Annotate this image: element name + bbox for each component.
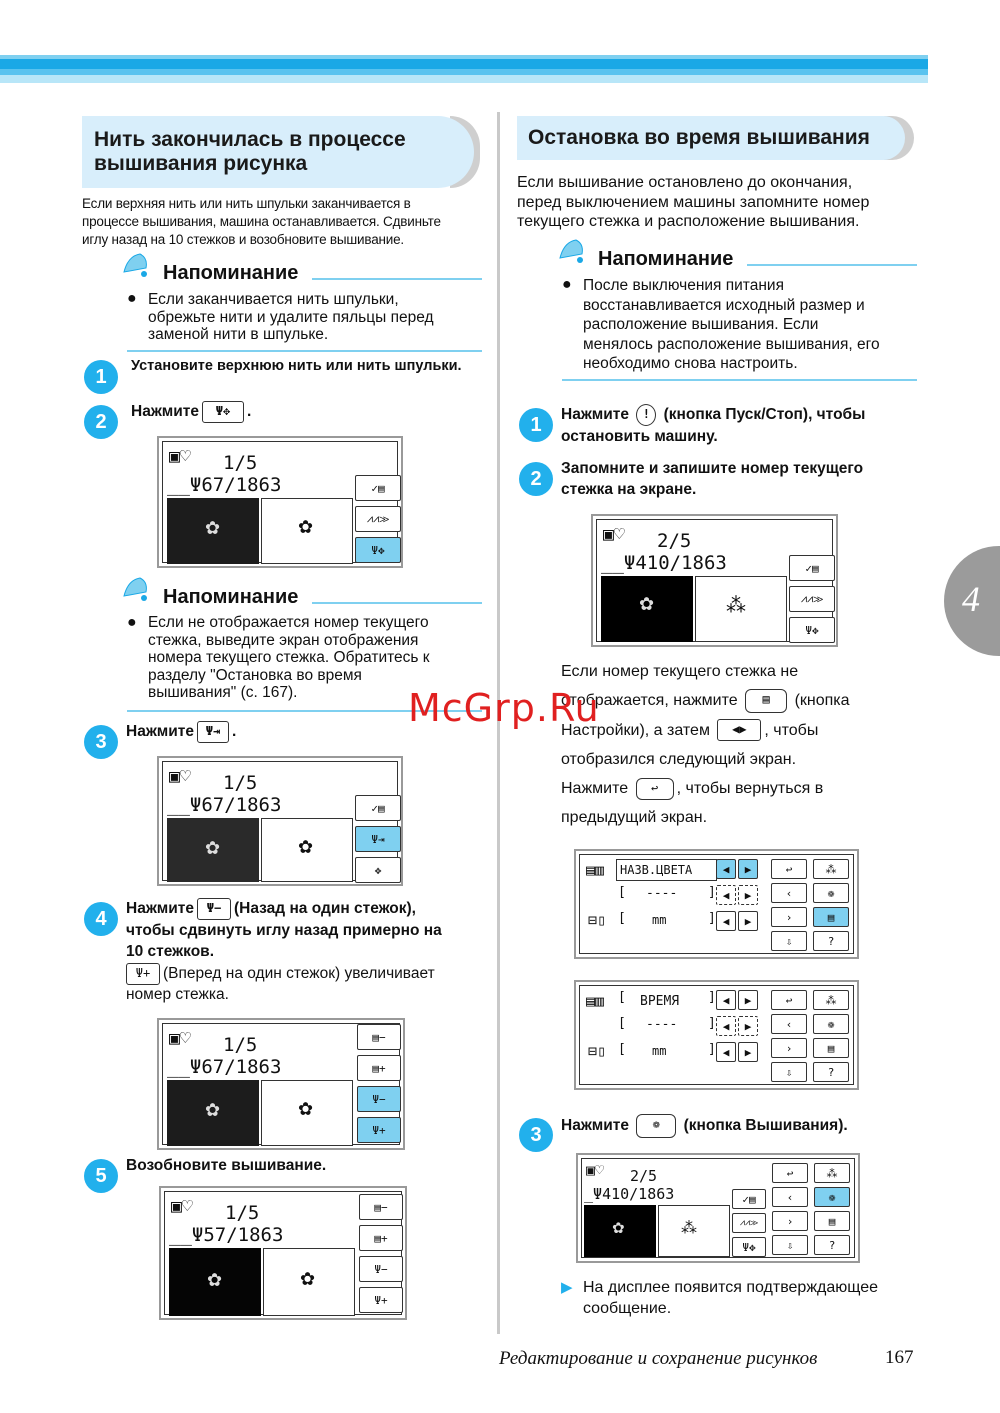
bell-icon	[556, 238, 586, 264]
help-button[interactable]: ?	[814, 1235, 850, 1255]
lcd-screen-6	[576, 1153, 860, 1263]
screen1-stitch: __Ψ67/1863	[167, 474, 282, 496]
flower-icon: ✿	[298, 517, 314, 537]
step-4-rest: (Назад на один стежок),	[234, 900, 416, 918]
panel1-unit: mm	[652, 913, 667, 927]
panel1-label: НАЗВ.ЦВЕТА	[616, 859, 717, 881]
help-button[interactable]: ?	[813, 1062, 849, 1082]
panel1-row2-next[interactable]: ▶	[738, 885, 758, 905]
result-text	[583, 1277, 923, 1319]
para-line5a: Нажмите	[561, 780, 629, 798]
preview-tile-current	[584, 1205, 656, 1257]
step-4-text	[126, 898, 486, 962]
screen2-count: 1/5	[223, 772, 258, 794]
needle-move-button[interactable]: Ψ✥	[732, 1237, 766, 1257]
right-step-3-label: Нажмите	[561, 1117, 630, 1135]
screen1-count: 1/5	[223, 452, 258, 474]
frame-icon: ▣♡	[169, 446, 191, 467]
right-step-1-line2: остановить машину.	[561, 428, 718, 445]
page-next-button[interactable]: ›	[771, 907, 807, 927]
step-4-line2: чтобы сдвинуть иглу назад примерно на	[126, 922, 442, 939]
note1-bullet: ●	[127, 290, 137, 307]
panel2-row2-prev[interactable]: ◀	[716, 1016, 736, 1036]
right-step-2-line2: стежка на экране.	[561, 481, 697, 498]
embroidery-edit-button[interactable]: ⁂	[813, 859, 849, 879]
sparkle-icon: ⁂	[726, 595, 746, 617]
note1-bottom-rule	[127, 350, 482, 352]
note1-line1: Если заканчивается нить шпульки,	[148, 291, 399, 308]
panel1-bracket-right2: ]	[708, 911, 716, 926]
flower-icon: ✿	[639, 594, 655, 614]
step-2-badge: 2	[84, 405, 118, 439]
embroidery-key-icon: ❁	[636, 1114, 676, 1138]
preview-tile-next	[261, 818, 353, 882]
color-back-button[interactable]: ▤−	[359, 1194, 403, 1220]
panel2-row2-next[interactable]: ▶	[738, 1016, 758, 1036]
stitch-back-icon: Ψ−	[197, 898, 231, 920]
help-button[interactable]: ?	[813, 931, 849, 951]
step-4-extra-line1: (Вперед на один стежок) увеличивает	[163, 965, 435, 983]
memory-button[interactable]: ⇩	[771, 931, 807, 951]
left-intro-line1: Если верхняя нить или нить шпульки заканчивается в	[82, 196, 411, 211]
para-line6: предыдущий экран.	[561, 809, 708, 827]
preview-tile-next	[261, 498, 353, 564]
left-title-line1: Нить закончилась в процессе	[94, 128, 406, 151]
preview-tile-next	[658, 1205, 730, 1257]
screen4-stitch-value: 57/1863	[203, 1224, 284, 1246]
lcd-screen-2	[157, 756, 403, 886]
step-4-badge: 4	[84, 902, 118, 936]
color-back-button[interactable]: ▤−	[357, 1024, 401, 1050]
preview-tile-next	[263, 1248, 355, 1316]
step-1-badge: 1	[84, 360, 118, 394]
page-prev-button[interactable]: ‹	[772, 1187, 808, 1207]
right-note-line1: После выключения питания	[583, 277, 784, 294]
screen5-count: 2/5	[657, 530, 692, 552]
settings-paragraph	[561, 657, 921, 833]
right-step-3-rest: (кнопка Вышивания).	[683, 1117, 848, 1135]
preview-tile-current	[167, 818, 259, 882]
right-intro-line1: Если вышивание остановлено до окончания,	[517, 174, 853, 191]
panel2-bracket-left3: [	[618, 1042, 626, 1057]
panel2-bracket-left: [	[618, 990, 626, 1005]
thread-display-icon: ▤▥	[586, 861, 605, 879]
right-step-1-text	[561, 404, 921, 447]
embroidery-button[interactable]: ❁	[814, 1187, 850, 1207]
hoop-icon: ⊟▯	[588, 911, 607, 929]
settings-button[interactable]: ▤	[813, 1038, 849, 1058]
needle-move-icon: Ψ✥	[202, 401, 244, 423]
panel2-bracket-right: ]	[708, 990, 716, 1005]
right-intro-line2: перед выключением машины запомните номер	[517, 193, 870, 211]
settings-button[interactable]: ▤	[813, 907, 849, 927]
page-next-button[interactable]: ›	[772, 1211, 808, 1231]
panel1-row3-next[interactable]: ▶	[738, 911, 758, 931]
note1-line3: заменой нити в шпульке.	[148, 326, 329, 343]
chapter-tab	[944, 546, 1000, 656]
screen4-stitch: __Ψ57/1863	[169, 1224, 284, 1246]
panel2-next-button[interactable]: ▶	[738, 990, 758, 1010]
flower-icon: ✿	[205, 1100, 221, 1120]
page-next-button[interactable]: ›	[771, 1038, 807, 1058]
bell-icon	[120, 576, 150, 602]
hoop-icon: ⊟▯	[588, 1042, 607, 1060]
embroidery-button[interactable]: ❁	[813, 883, 849, 903]
panel1-next-button[interactable]: ▶	[738, 859, 758, 879]
right-note-bullet: ●	[562, 276, 572, 293]
settings-icon: ▤	[745, 689, 787, 713]
panel2-row3-prev[interactable]: ◀	[716, 1042, 736, 1062]
panel2-row3-next[interactable]: ▶	[738, 1042, 758, 1062]
needle-move-button[interactable]: Ψ✥	[789, 617, 835, 643]
stitch-forward-button[interactable]: Ψ+	[357, 1117, 401, 1143]
embroidery-edit-button[interactable]: ⁂	[814, 1163, 850, 1183]
panel2-bracket-right2: ]	[708, 1016, 716, 1031]
settings-button[interactable]: ▤	[814, 1211, 850, 1231]
note2-line2: стежка, выведите экран отображения	[148, 631, 419, 649]
stitch-back-button[interactable]: Ψ−	[359, 1256, 403, 1282]
flower-icon: ✿	[207, 1270, 223, 1290]
right-note-line4: менялось расположение вышивания, его	[583, 335, 880, 353]
step-4-extra-line2: номер стежка.	[126, 986, 229, 1003]
result-line2: сообщение.	[583, 1300, 672, 1317]
panel2-dashes: ----	[646, 1017, 678, 1032]
stitch-type-button[interactable]: ⩘⩘≫	[355, 506, 401, 532]
panel2-label: ВРЕМЯ	[640, 994, 680, 1009]
panel2-bracket-left2: [	[618, 1016, 626, 1031]
page-prev-button[interactable]: ‹	[771, 1014, 807, 1034]
right-section-header	[517, 116, 905, 160]
flower-icon: ✿	[205, 838, 221, 858]
bell-icon	[120, 252, 150, 278]
color-list-button[interactable]: ✓▤	[355, 475, 401, 501]
note2-line3: номера текущего стежка. Обратитесь к	[148, 649, 430, 666]
right-step-1-rest: (кнопка Пуск/Стоп), чтобы	[663, 406, 866, 424]
panel1-bracket-left: [	[618, 885, 626, 900]
preview-tile-current	[169, 1248, 261, 1316]
sparkle-icon: ⁂	[681, 1220, 697, 1237]
step-1-text: Установите верхнюю нить или нить шпульки.	[131, 358, 462, 374]
frame-icon: ▣♡	[603, 524, 625, 545]
stitch-back-button[interactable]: Ψ−	[357, 1086, 401, 1112]
panel1-prev-button[interactable]: ◀	[716, 859, 736, 879]
panel1-bracket-right: ]	[708, 885, 716, 900]
frame-icon: ▣♡	[171, 1196, 193, 1217]
step-4-extra	[126, 963, 486, 1005]
page-prev-button[interactable]: ‹	[771, 883, 807, 903]
note2-rule	[312, 602, 482, 604]
right-note-line3: расположение вышивания. Если	[583, 316, 819, 333]
flower-icon: ✿	[298, 1099, 314, 1119]
right-section-title: Остановка во время вышивания	[528, 126, 870, 149]
left-section-header	[82, 116, 474, 188]
para-line2a: отображается, нажмите	[561, 692, 738, 710]
top-color-bar	[0, 55, 928, 83]
result-line1: На дисплее появится подтверждающее	[583, 1279, 879, 1296]
left-intro	[82, 195, 482, 249]
right-note-line5: необходимо снова настроить.	[583, 355, 798, 372]
lcd-screen-1	[157, 436, 403, 568]
right-note-text	[583, 276, 923, 374]
panel2-unit: mm	[652, 1044, 667, 1058]
settings-panel-2	[574, 980, 859, 1090]
preview-tile-next	[695, 576, 787, 642]
screen1-stitch-value: 67/1863	[201, 474, 282, 496]
frame-icon: ▣♡	[586, 1161, 605, 1179]
right-step-3-text	[561, 1114, 848, 1138]
right-step-2-text	[561, 458, 921, 500]
flower-icon: ✿	[298, 837, 314, 857]
screen2-stitch-value: 67/1863	[201, 794, 282, 816]
step-3-label: Нажмите	[126, 723, 195, 741]
return-icon: ↩	[636, 778, 674, 800]
footer-title: Редактирование и сохранение рисунков	[499, 1348, 818, 1369]
note1-line2: обрежьте нити и удалите пяльцы перед	[148, 308, 434, 326]
return-button[interactable]: ↩	[772, 1163, 808, 1183]
right-note-line2: восстанавливается исходный размер и	[583, 296, 865, 314]
chapter-number: 4	[962, 579, 980, 619]
step-3-badge: 3	[84, 725, 118, 759]
stitch-forward-button[interactable]: Ψ+	[359, 1287, 403, 1313]
screen3-count: 1/5	[223, 1034, 258, 1056]
note2-line4: разделу "Остановка во время	[148, 666, 362, 684]
panel1-bracket-left2: [	[618, 911, 626, 926]
start-stop-icon: !	[636, 404, 656, 426]
step-2-label: Нажмите	[131, 403, 200, 421]
note1-text	[148, 290, 488, 345]
return-button[interactable]: ↩	[771, 990, 807, 1010]
color-list-button[interactable]: ✓▤	[355, 795, 401, 821]
lcd-screen-3	[157, 1018, 405, 1150]
para-line5b: , чтобы вернуться в	[676, 780, 824, 798]
left-intro-line3: иглу назад на 10 стежков и возобновите вышивание.	[82, 232, 404, 247]
flower-icon: ✿	[205, 518, 221, 538]
screen5-stitch: __Ψ410/1863	[601, 552, 727, 574]
note2-bullet: ●	[127, 614, 137, 631]
stitch-forward-icon: Ψ+	[126, 963, 160, 985]
note2-line5: вышивания" (с. 167).	[148, 684, 298, 701]
note2-title: Напоминание	[163, 586, 299, 608]
screen3-stitch-value: 67/1863	[201, 1056, 282, 1078]
preview-tile-current	[601, 576, 693, 642]
stitch-type-button[interactable]: ⩘⩘≫	[732, 1213, 766, 1233]
embroidery-button[interactable]: ❁	[813, 1014, 849, 1034]
right-note-bottom-rule	[562, 379, 917, 381]
memory-button[interactable]: ⇩	[771, 1062, 807, 1082]
screen3-stitch: __Ψ67/1863	[167, 1056, 282, 1078]
left-section-title	[94, 128, 406, 176]
left-title-line2: вышивания рисунка	[94, 152, 308, 175]
step-4-line3: 10 стежков.	[126, 943, 215, 960]
right-step-2-line1: Запомните и запишите номер текущего	[561, 460, 864, 477]
right-step-1-label: Нажмите	[561, 406, 630, 424]
right-step-2-badge: 2	[519, 462, 553, 496]
watermark: McGrp.Ru	[408, 686, 600, 730]
screen6-stitch: _Ψ410/1863	[584, 1185, 675, 1203]
preview-tile-next	[261, 1080, 353, 1146]
stitch-step-button[interactable]: Ψ⇥	[355, 826, 401, 852]
frame-icon: ▣♡	[169, 1028, 191, 1049]
return-button[interactable]: ↩	[771, 859, 807, 879]
panel2-bracket-right3: ]	[708, 1042, 716, 1057]
left-intro-line2: процессе вышивания, машина останавливается. Сдвиньте	[82, 214, 441, 229]
para-line3b: , чтобы	[764, 721, 819, 739]
page-number: 167	[885, 1347, 914, 1368]
needle-move-button[interactable]: Ψ✥	[355, 537, 401, 563]
note1-title: Напоминание	[163, 262, 299, 284]
step-3-text: Нажмите Ψ⇥ .	[126, 721, 236, 743]
panel1-row2-prev[interactable]: ◀	[716, 885, 736, 905]
result-arrow-icon: ▶	[561, 1279, 573, 1296]
preview-tile-current	[167, 1080, 259, 1146]
screen6-stitch-value: 410/1863	[602, 1185, 675, 1203]
panel1-dashes: ----	[646, 886, 678, 901]
screen2-stitch: __Ψ67/1863	[167, 794, 282, 816]
step-5-badge: 5	[84, 1159, 118, 1193]
panel2-prev-button[interactable]: ◀	[716, 990, 736, 1010]
lcd-screen-4	[159, 1186, 407, 1320]
move-button[interactable]: ✥	[355, 857, 401, 883]
color-forward-button[interactable]: ▤+	[357, 1055, 401, 1081]
memory-button[interactable]: ⇩	[772, 1235, 808, 1255]
right-step-3-badge: 3	[519, 1118, 553, 1152]
step-5-text: Возобновите вышивание.	[126, 1157, 327, 1174]
step-2-text: Нажмите Ψ✥ .	[131, 401, 251, 423]
step-4-label: Нажмите	[126, 900, 195, 918]
frame-icon: ▣♡	[169, 766, 191, 787]
right-step-1-badge: 1	[519, 408, 553, 442]
color-forward-button[interactable]: ▤+	[359, 1225, 403, 1251]
screen4-count: 1/5	[225, 1202, 260, 1224]
panel1-row3-prev[interactable]: ◀	[716, 911, 736, 931]
settings-panel-1	[574, 849, 859, 959]
right-note-rule	[747, 264, 917, 266]
prev-next-arrows-icon: ◀▶	[717, 719, 761, 741]
embroidery-edit-button[interactable]: ⁂	[813, 990, 849, 1010]
screen6-count: 2/5	[630, 1167, 658, 1185]
note2-line1: Если не отображается номер текущего	[148, 614, 429, 631]
flower-icon: ✿	[300, 1269, 316, 1289]
right-intro-line3: текущего стежка и расположение вышивания.	[517, 213, 860, 230]
right-note-title: Напоминание	[598, 248, 734, 270]
screen5-stitch-value: 410/1863	[635, 552, 727, 574]
preview-tile-current	[167, 498, 259, 564]
para-line3a: Настройки), а затем	[561, 721, 710, 739]
lcd-screen-5	[591, 514, 838, 647]
note1-rule	[312, 278, 482, 280]
thread-display-icon: ▤▥	[586, 992, 605, 1010]
para-line2b: (кнопка	[794, 692, 850, 710]
flower-icon: ✿	[612, 1220, 625, 1237]
color-list-button[interactable]: ✓▤	[789, 555, 835, 581]
para-line1: Если номер текущего стежка не	[561, 663, 799, 680]
color-list-button[interactable]: ✓▤	[732, 1189, 766, 1209]
stitch-step-icon: Ψ⇥	[197, 721, 229, 743]
para-line4: отобразился следующий экран.	[561, 750, 797, 768]
stitch-type-button[interactable]: ⩘⩘≫	[789, 586, 835, 612]
right-intro	[517, 173, 917, 232]
